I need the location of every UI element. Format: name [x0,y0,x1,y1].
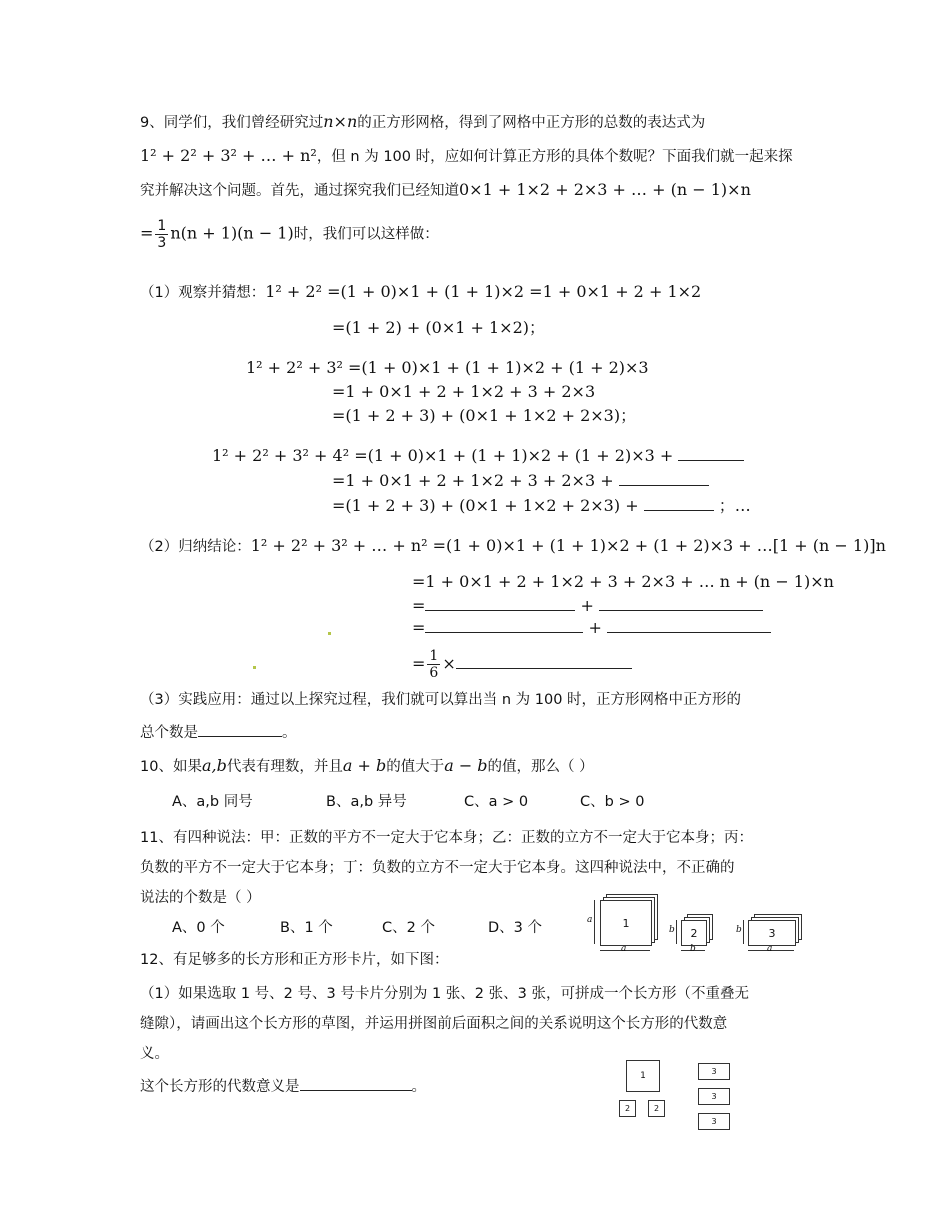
q10-option-d[interactable]: C、b > 0 [580,794,645,810]
dimension-line [743,920,744,944]
p1-math: 1² + 2² =(1 + 0)×1 + (1 + 1)×2 =1 + 0×1 + 2 + 1×2 [265,282,702,301]
answer-blank[interactable] [599,596,763,611]
card-1-label: 1 [622,916,630,930]
fraction-denominator: 3 [157,235,167,251]
q10-text: 的值大于 [386,759,445,775]
p2-math: + [580,596,594,615]
q11-line-1: 11、有四种说法：甲：正数的平方不一定大于它本身；乙：正数的立方不一定大于它本身；丙： [140,830,753,846]
p3-line-1: （3）实践应用：通过以上探究过程，我们就可以算出当 n 为 100 时，正方形网格中正方形的 [140,692,742,708]
card-2 [648,1100,665,1117]
q12-line-2: （1）如果选取 1 号、2 号、3 号卡片分别为 1 张、2 张、3 张，可拼成一个长方形（不重叠无 [140,986,749,1002]
card-3 [698,1063,730,1080]
p2-line-a2: =1 + 0×1 + 2 + 1×2 + 3 + 2×3 + … n + (n − 1)×n [412,572,834,591]
p1-line-c1 [212,446,744,466]
p2-label: （2）归纳结论： [140,539,251,555]
p2-math: = [412,654,426,673]
card-3 [698,1113,730,1130]
dimension-b-label: b [736,925,742,935]
fraction-numerator: 1 [429,648,439,664]
q10-math: a,b [201,756,227,775]
q9-line-4 [140,218,439,251]
card-2-label: 2 [653,1104,660,1113]
p3-text: 总个数是 [140,725,198,741]
scan-dot [253,666,256,669]
card-3 [698,1088,730,1105]
p2-math: 1² + 2² + 3² + … + n² =(1 + 0)×1 + (1 + 1)×2 + (1 + 2)×3 + …[1 + (n − 1)]n [250,536,886,555]
q11-line-2: 负数的平方不一定大于它本身；丁：负数的立方不一定大于它本身。这四种说法中，不正确的 [140,860,735,876]
p1-line-b3: =(1 + 2 + 3) + (0×1 + 1×2 + 2×3)； [332,406,637,425]
card-1 [626,1060,660,1092]
p1-math: 1² + 2² + 3² + 4² =(1 + 0)×1 + (1 + 1)×2 + (1 + 2)×3 + [212,446,674,465]
card-2-label: 2 [624,1104,631,1113]
p1-line-c2 [332,471,709,491]
q9-text: ，但 n 为 100 时，应如何计算正方形的具体个数呢？下面我们就一起来探 [316,149,793,165]
p1-line-b1: 1² + 2² + 3² =(1 + 0)×1 + (1 + 1)×2 + (1 + 2)×3 [246,358,649,377]
q10-stem [140,756,594,777]
q12-text: 这个长方形的代数意义是 [140,1079,300,1095]
q12-line-1: 12、有足够多的长方形和正方形卡片，如下图： [140,952,449,968]
q11-option-b[interactable]: B、1 个 [280,920,333,936]
q9-line-2 [140,146,793,167]
card-3 [748,920,796,946]
q9-text: 究并解决这个问题。首先，通过探究我们已经知道 [140,183,459,199]
q9-text: 9、同学们，我们曾经研究过 [140,115,324,131]
fraction-denominator: 6 [429,665,439,681]
p2-math: × [442,654,456,673]
card-3-label: 3 [711,1067,717,1076]
q10-text: 的值，那么（ ） [487,759,594,775]
q10-option-b[interactable]: B、a,b 异号 [326,794,407,810]
q9-line-3 [140,180,751,201]
p2-math: + [588,618,602,637]
card-2-label: 2 [690,926,698,940]
p1-label: （1）观察并猜想： [140,285,266,301]
q10-math: a − b [444,756,488,775]
answer-blank[interactable] [644,496,714,511]
p1-math: =1 + 0×1 + 2 + 1×2 + 3 + 2×3 + [332,471,614,490]
p1-line-a2: =(1 + 2) + (0×1 + 1×2)； [332,318,546,337]
p3-text: 。 [282,725,297,741]
dimension-line [594,900,595,944]
q10-option-c[interactable]: C、a > 0 [464,794,529,810]
q10-text: 10、如果 [140,759,202,775]
p2-math: = [412,596,426,615]
q10-option-a[interactable]: A、a,b 同号 [172,794,253,810]
q11-line-3: 说法的个数是（ ） [140,890,261,906]
p2-line-a3 [412,596,763,616]
p1-ellipsis: ；… [718,496,751,515]
q11-option-a[interactable]: A、0 个 [172,920,225,936]
q11-option-c[interactable]: C、2 个 [382,920,435,936]
scan-dot [328,632,331,635]
q12-line-5 [140,1076,426,1097]
q10-math: a + b [342,756,387,775]
dimension-a-label: a [767,944,773,954]
q9-math: n(n + 1)(n − 1) [170,223,294,243]
p2-line-a4 [412,618,771,638]
card-3-label: 3 [711,1092,717,1101]
fraction-one-sixth [427,648,440,681]
dimension-a-label: a [587,915,593,925]
q10-text: 代表有理数，并且 [226,759,343,775]
q11-option-d[interactable]: D、3 个 [488,920,542,936]
answer-blank[interactable] [607,618,771,633]
answer-blank[interactable] [678,446,744,461]
card-1 [600,900,652,946]
card-3-label: 3 [768,926,776,940]
card-2 [619,1100,636,1117]
answer-blank[interactable] [425,618,583,633]
answer-blank[interactable] [456,654,632,669]
q12-line-4: 义。 [140,1046,169,1062]
fraction-numerator: 1 [157,218,167,234]
p1-line-b2: =1 + 0×1 + 2 + 1×2 + 3 + 2×3 [332,382,596,401]
q9-math: n×n [323,112,358,131]
answer-blank[interactable] [425,596,575,611]
q12-line-3: 缝隙），请画出这个长方形的草图，并运用拼图前后面积之间的关系说明这个长方形的代数意 [140,1016,728,1032]
dimension-b-label: b [690,944,696,954]
dimension-a-label: a [621,944,627,954]
p1-line-a1 [140,282,701,303]
dimension-line [676,920,677,944]
q9-text: 时，我们可以这样做： [293,226,439,243]
q12-text: 。 [411,1079,426,1095]
q9-line-1 [140,112,705,133]
q9-math: 1² + 2² + 3² + … + n² [140,146,317,165]
q9-math: = [140,223,154,243]
p1-line-c3 [332,496,751,516]
card-3-label: 3 [711,1117,717,1126]
q9-math: 0×1 + 1×2 + 2×3 + … + (n − 1)×n [459,180,751,199]
fraction-one-third [155,218,168,251]
p2-math: = [412,618,426,637]
p3-line-2 [140,722,297,743]
card-1-label: 1 [640,1071,646,1081]
p1-math: =(1 + 2 + 3) + (0×1 + 1×2 + 2×3) + [332,496,639,515]
q9-text: 的正方形网格，得到了网格中正方形的总数的表达式为 [357,115,706,131]
answer-blank[interactable] [619,471,709,486]
p2-line-a1 [140,536,886,557]
answer-blank[interactable] [300,1076,412,1091]
p2-line-a5 [412,648,632,681]
dimension-b-label: b [669,925,675,935]
answer-blank[interactable] [198,722,282,737]
card-2 [681,920,707,946]
